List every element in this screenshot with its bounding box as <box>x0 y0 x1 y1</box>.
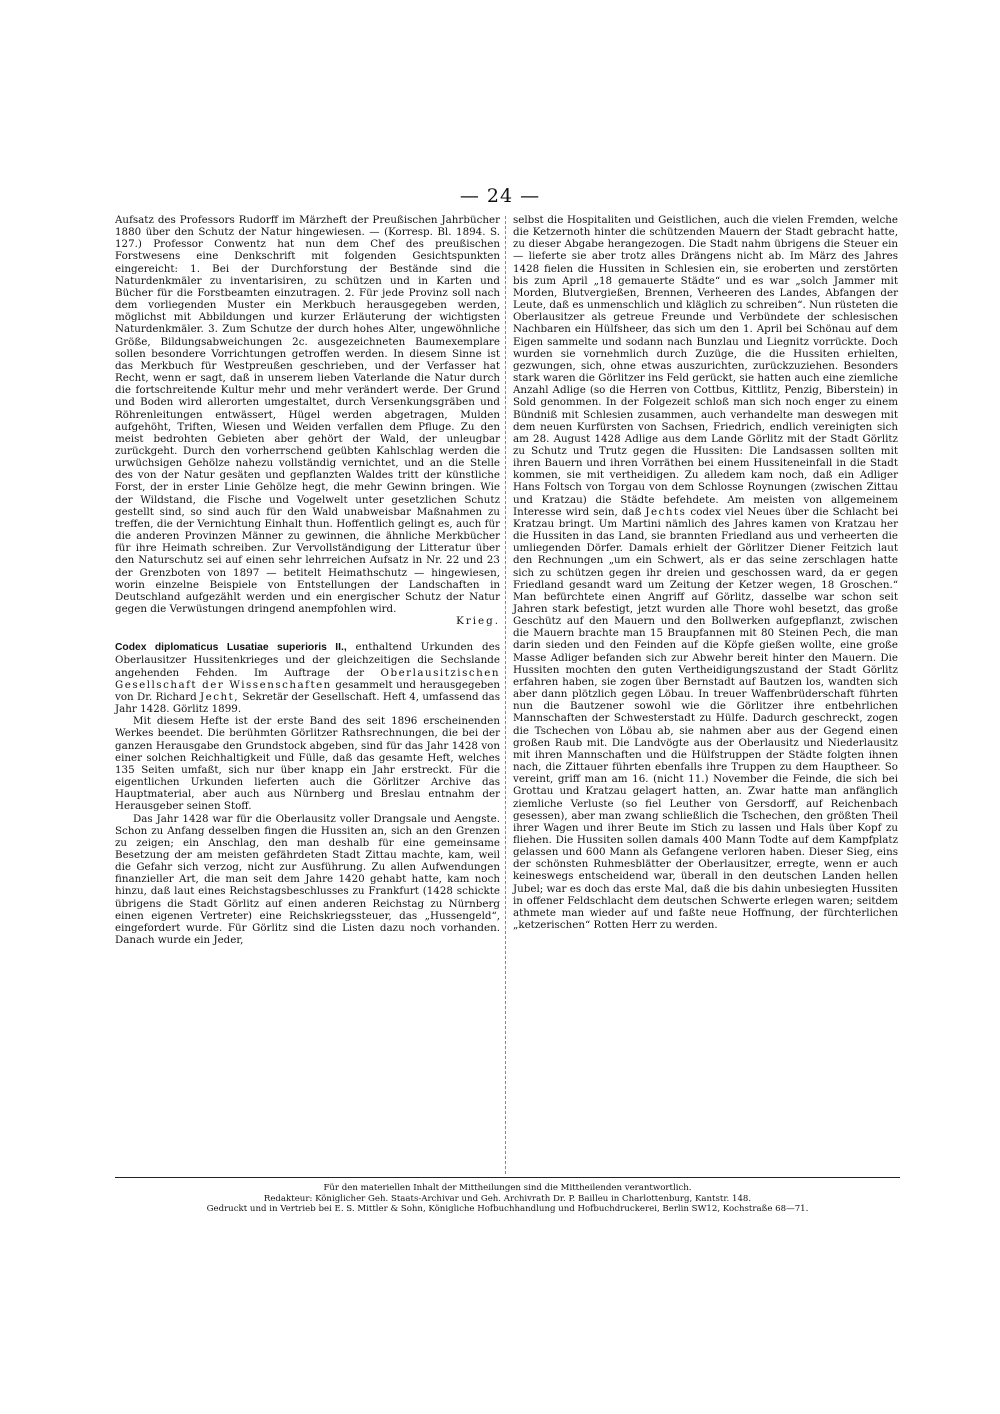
review-paragraph: Das Jahr 1428 war für die Oberlausitz voller Drangsale und Aengste. Schon zu Anfang desselben fingen die Hussiten an, sich an den Grenzen zu zeigen; ein Anschlag, den man deshalb für eine gemeinsame Besetzung der am meisten gefährdeten Stadt Zittau machte, kam, weil die Gefahr sich verzog, nicht zur Ausführung. Zu allen Aufwendungen finanzieller Art, die man seit dem Jahre 1420 gehabt hatte, kam noch hinzu, daß laut eines Reichstagsbeschlusses zu Frankfurt (1428 schickte übrigens die Stadt Görlitz auf einen anderen Reichstag zu Nürnberg einen eigenen Vertreter) eine Reichskriegssteuer, das „Hussengeld“, eingefordert wurde. Für Görlitz sind die Listen dazu noch vorhanden. Danach wurde ein Jeder, <box>115 812 500 947</box>
column-divider <box>505 216 506 1174</box>
author-signature: Krieg. <box>456 615 500 628</box>
codex-intro: enthaltend Urkunden des Oberlausitzer Hussitenkrieges und der gleichzeitigen die Sechslande angehenden Fehden. Im Auftrage der <box>115 641 500 679</box>
page-number: — 24 — <box>459 185 541 207</box>
codex-rest-a: gesammelt und herausgegeben von Dr. Richard <box>115 678 500 703</box>
article-paragraph: Aufsatz des Professors Rudorff im Märzheft der Preußischen Jahrbücher 1880 über den Schutz der Natur hingewiesen. — (Korresp. Bl. 1894. S. 127.) Professor Conwentz hat nun dem Chef des preußischen Forstwesens eine Denkschrift mit folgenden Gesichtspunkten eingereicht: 1. Bei der Durchforstung der Bestände sind die Naturdenkmäler zu inventarisiren, zu schützen und in Karten und Bücher für die Forstbeamten einzutragen. 2. Für jede Provinz soll nach dem vorliegenden Muster ein Merkbuch herausgegeben werden, möglichst mit Abbildungen und kurzer Erläuterung der wichtigsten Naturdenkmäler. 3. Zum Schutze der durch hohes Alter, ungewöhnliche Größe, Bildungsabweichungen 2c. ausgezeichneten Baumexemplare sollen besondere Vorrichtungen getroffen werden. In diesem Sinne ist das Merkbuch für Westpreußen geschrieben, und der Verfasser hat Recht, wenn er sagt, daß in unserem lieben Vaterlande die Natur durch die fortschreitende Kultur mehr und mehr verändert werde. Der Grund und Boden wird allerorten umgestaltet, durch Versenkungsgräben und Röhrenleitungen entwässert, Hügel werden abgetragen, Mulden aufgehöht, Triften, Wiesen und Weiden verfallen dem Pfluge. Zu den meist bedrohten Gebieten aber gehört der Wald, der unleugbar zurückgeht. Durch den vorherrschend geübten Kahlschlag werden die urwüchsigen Gehölze nahezu vollständig vernichtet, und an die Stelle des von der Natur gesäten und gepflanzten Waldes tritt der künstliche Forst, der in erster Linie Gehölze hegt, die mehr Gewinn bringen. Wie der Wildstand, die Fische und Vogelwelt unter gesetzlichen Schutz gestellt sind, so sind auch für den Wald unabweisbar Maßnahmen zu treffen, die der Vernichtung Einhalt thun. Hoffentlich gelingt es, auch für die anderen Provinzen Männer zu gewinnen, die ähnliche Merkbücher für ihre Heimath schreiben. Zur Vervollständigung der Litteratur über den Naturschutz sei auf einen sehr lehrreichen Aufsatz in Nr. 22 und 23 der Grenzboten von 1897 — betitelt Heimathschutz — hingewiesen, worin einzelne Beispiele von Entstellungen der Landschaften in Deutschland aufgezählt werden und ein energischer Schutz der Natur gegen die Verwüstungen dringend anempfohlen wird. <box>115 214 500 615</box>
footer-printer: Gedruckt und in Vertrieb bei E. S. Mittler & Sohn, Königliche Hofbuchhandlung und Hofbuchdruckerei, Berlin SW12, Kochstraße 68—71. <box>206 1204 809 1215</box>
codex-title: Codex diplomaticus Lusatiae superioris II., <box>115 642 347 654</box>
jecht-name: Jechts <box>645 505 687 518</box>
review-paragraph: Mit diesem Hefte ist der erste Band des seit 1896 erscheinenden Werkes beendet. Die berühmten Görlitzer Rathsrechnungen, die bei der ganzen Herausgabe den Grundstock abgeben, sind für das Jahr 1428 von einer solchen Reichhaltigkeit und Fülle, daß das gesamte Heft, welches 135 Seiten umfaßt, sich nur über knapp ein Jahr erstreckt. Für die eigentlichen Urkunden lieferten auch die Görlitzer Archive das Hauptmaterial, aber auch aus Nürnberg und Breslau entnahm der Herausgeber seinen Stoff. <box>115 715 500 813</box>
codex-rest-b: Sekretär der Gesellschaft. Heft 4, umfassend das Jahr 1428. Görlitz 1899. <box>115 690 500 716</box>
footer-responsibility: Für den materiellen Inhalt der Mittheilungen sind die Mittheilenden verantwortlich. <box>323 1183 692 1193</box>
footer-editor: Redakteur: Königlicher Geh. Staats-Archivar und Geh. Archivrath Dr. P. Bailleu in Charlottenburg, Kantstr. 148. <box>263 1193 752 1204</box>
review-text-b: codex viel Neues über die Schlacht bei Kratzau bringt. Um Martini nämlich des Jahres kamen von Kratzau her die Hussiten in das Land, sie brannten Friedland aus und verheerten die umliegenden Dörfer. Damals erhielt der Görlitzer Diener Feitzich laut den Rechnungen „um ein Schwert, als er das seine zerschlagen hatte sich zu schützen gegen ihr dreien und geschossen ward, da er gegen Friedland gesandt ward um Zeitung der Ketzer wegen, 18 Groschen.“ Man befürchtete einen Angriff auf Görlitz, dasselbe war schon seit Jahren stark befestigt, jetzt wurden alle Thore wohl besetzt, das große Geschütz auf den Mauern und den Bollwerken aufgepflanzt, zwischen die Mauern brachte man 15 Braupfannen mit 80 Steinen Pech, die man darin sieden und den Feinden auf die Köpfe gießen wollte, eine große Masse Adliger befanden sich zur Abwehr bereit hinter den Mauern. Die Hussiten mochten den guten Vertheidigungszustand der Stadt Görlitz erfahren haben, sie zogen über Bernstadt auf Bautzen los, wandten sich aber dann plötzlich gegen Löbau. In treuer Waffenbrüderschaft führten nun die Bautzener sowohl wie die Görlitzer ihre entbehrlichen Mannschaften der Schwesterstadt zu Hülfe. Dadurch geschreckt, zogen die Tschechen von Löbau ab, sie nahmen aber aus der Gegend einen großen Raub mit. Die Landvögte aus der Oberlausitz und Niederlausitz mit ihren Mannschaften und die Hülfstruppen der Städte folgten ihnen nach, die Zittauer führten ebenfalls ihre Truppen zu dem Hauptheer. So vereint, griff man am 16. (nicht 11.) November die Feinde, die sich bei Grottau und Kratzau gelagert hatten, an. Zwar hatte man anfänglich ziemliche Verluste (so fiel Leuther von Gersdorff, auf Reichenbach gesessen), aber man zwang schließlich die Tschechen, den größten Theil ihrer Wagen und ihrer Beute im Stich zu lassen und Hals über Kopf zu fliehen. Die Hussiten sollen damals 400 Mann Todte auf dem Kampfplatz gelassen und 600 Mann als Gefangene verloren haben. Dieser Sieg, eins der schönsten Ruhmesblätter der Oberlausitzer, erregte, wenn er auch keineswegs entscheidend war, überall in den deutschen Landen hellen Jubel; war es doch das erste Mal, daß die bis dahin unbesiegten Hussiten in offener Feldschlacht dem deutschen Schwerte erlegen waren; seitdem athmete man wieder auf und faßte neue Hoffnung, der fürchterlichen „ketzerischen“ Rotten Herr zu werden. <box>513 505 899 932</box>
left-column <box>115 214 500 946</box>
codex-editor: Jecht, <box>200 690 240 703</box>
imprint-footer <box>115 1177 900 1215</box>
right-column <box>513 214 898 931</box>
review-paragraph <box>513 214 898 931</box>
codex-society: Oberlausitzischen Gesellschaft der Wissenschaften <box>115 666 500 691</box>
review-text-a: selbst die Hospitaliten und Geistlichen, auch die vielen Fremden, welche die Ketzernoth hinter die schützenden Mauern der Stadt gebracht hatte, zu dieser Abgabe herangezogen. Die Stadt nahm übrigens die Steuer ein — lieferte sie aber trotz alles Drängens nicht ab. Im März des Jahres 1428 fielen die Hussiten in Schlesien ein, sie eroberten und zerstörten bis zum April „18 gemauerte Städte“ und es war „solch Jammer mit Morden, Blutvergießen, Brennen, Verheeren des Landes, Abfangen der Leute, daß es unmenschlich und kläglich zu schreiben“. Nun rüsteten die Oberlausitzer als getreue Freunde und Verbündete der schlesischen Nachbaren ein Hülfsheer, das sich um den 1. April bei Schönau auf dem Eigen sammelte und sodann nach Bunzlau und Liegnitz vorrückte. Doch wurden sie vornehmlich durch Zuzüge, die die Hussiten erhielten, gezwungen, sich, ohne etwas auszurichten, zurückzuziehen. Besonders stark waren die Görlitzer ins Feld gerückt, sie hatten auch eine ziemliche Anzahl Adlige (so die Herren von Cottbus, Kittlitz, Penzig, Biberstein) in Sold genommen. In der Folgezeit schloß man sich noch enger zu einem Bündniß mit Schlesien zusammen, auch verhandelte man deswegen mit dem neuen Kurfürsten von Sachsen, Friedrich, endlich vereinigten sich am 28. August 1428 Adlige aus dem Lande Görlitz mit der Stadt Görlitz zu Schutz und Trutz gegen die Hussiten: Die Landsassen sollten mit ihren Bauern und ihren Vorräthen bei einem Hussiteneinfall in die Stadt kommen, sie mit vertheidigen. Zu alledem kam noch, daß ein Adliger Hans Foltsch von Torgau von dem Schlosse Roynungen (zwischen Zittau und Kratzau) die Städte befehdete. Am meisten von allgemeinem Interesse wird sein, daß <box>513 214 898 518</box>
codex-heading-paragraph <box>115 641 500 715</box>
